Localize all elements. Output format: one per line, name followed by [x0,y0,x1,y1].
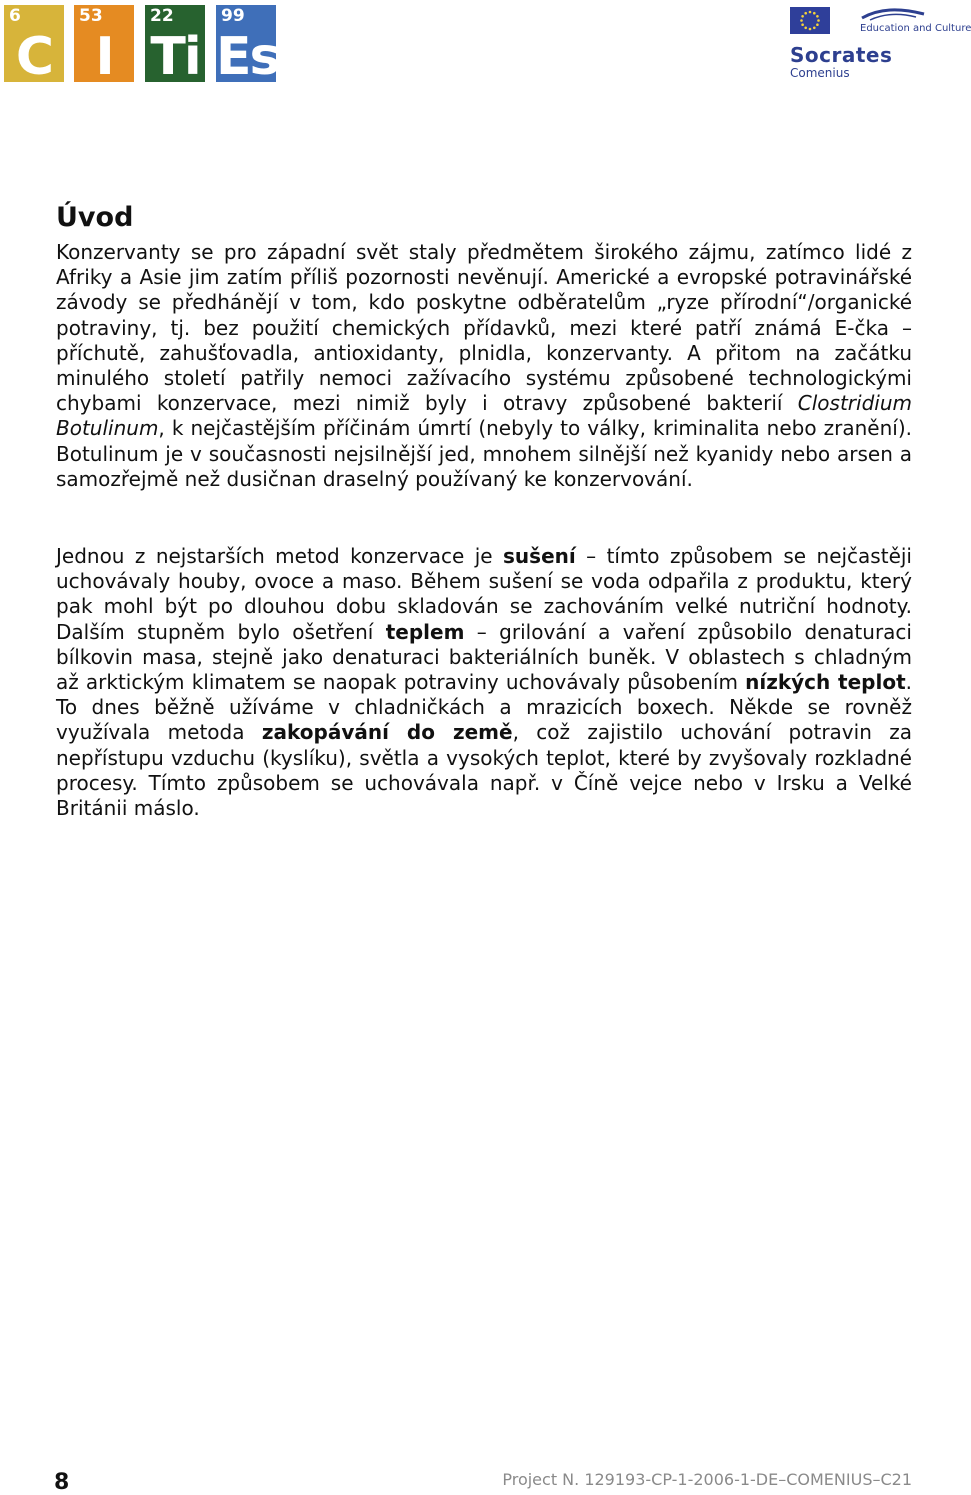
project-number: Project N. 129193-CP-1-2006-1-DE–COMENIUS–C21 [502,1470,912,1489]
education-culture-label: Education and Culture [860,23,971,34]
section-title: Úvod [56,202,134,233]
socrates-label: Socrates [790,43,893,67]
bacterium-name: Clostridium Botulinum [56,391,912,441]
logo-tile-c: 6 C [4,5,64,82]
term-low-temperature: nízkých teplot [745,670,906,695]
logo-tile-es: 99 Es [216,6,279,87]
term-heat: teplem [385,619,465,644]
logo-tile-i: 53 I [74,5,134,82]
comenius-label: Comenius [790,66,850,80]
eu-flag-icon [790,7,830,34]
education-swoosh-icon [860,6,926,22]
logo-tile-ti: 22 Ti [145,5,205,82]
term-drying: sušení [503,544,576,568]
paragraph-intro: Konzervanty se pro západní svět staly předmětem širokého zájmu, zatímco lidé z Afriky a Asie jim zatím příliš pozornosti nevěnují. Americké a evropské potravinářské závody se předhánějí v tom, kdo poskytne odběratelům „ryze přírodní“/organické potraviny, tj. bez použití chemických přídavků, mezi které patří známá E-čka – příchutě, zahušťovadla, antioxidanty, plnidla, konzervanty. A přitom na začátku minulého století patřily nemoci zažívacího systému způsobené technologickými chybami konzervace, mezi nimiž byly i otravy způsobené bakterií Clostridium Botulinum, k nejčastějším příčinám úmrtí (nebyly to války, kriminalita nebo zranění). Botulinum je v současnosti nejsilnější jed, mnohem silnější než kyanidy nebo arsen a samozřejmě než dusičnan draselný používaný ke konzervování. [56,240,912,491]
citiES-logo [4,5,279,87]
term-burying: zakopávání do země [261,720,513,745]
paragraph-methods: Jednou z nejstarších metod konzervace je sušení – tímto způsobem se nejčastěji uchovávaly houby, ovoce a maso. Během sušení se voda odpařila z produktu, který pak mohl být po dlouhou dobu skladován se zachováním velké nutriční hodnoty. Dalším stupněm bylo ošetření teplem – grilování a vaření způsobilo denaturaci bílkovin masa, stejně jako denaturaci bakteriálních buněk. V oblastech s chladným až arktickým klimatem se naopak potraviny uchovávaly působením nízkých teplot. To dnes běžně užíváme v chladničkách a mrazicích boxech. Někde se rovněž využívala metoda zakopávání do země, což zajistilo uchování potravin za nepřístupu vzduchu (kyslíku), světla a vysokých teplot, které by zvyšovaly rozkladné procesy. Tímto způsobem se uchovávala např. v Číně vejce nebo v Irsku a Velké Británii máslo. [56,544,912,821]
page-number: 8 [54,1470,70,1495]
